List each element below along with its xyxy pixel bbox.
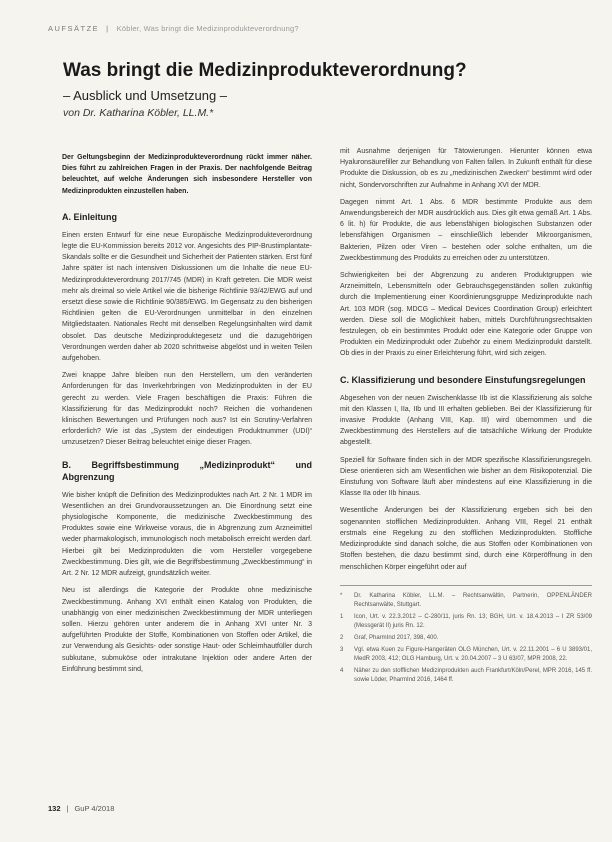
footnote-text: Näher zu den stofflichen Medizinprodukten auch Frankfurt/Köln/Perel, MPR 2016, 145 ff. sowie Löder, PharmInd 2016, 1464 ff. xyxy=(354,667,592,683)
footnote xyxy=(340,592,592,610)
journal-issue: GuP 4/2018 xyxy=(74,804,115,813)
left-column xyxy=(62,152,312,681)
footnote xyxy=(340,646,592,664)
footnote-text: Vgl. etwa Kuen zu Figure-Hangeräten OLG München, Urt. v. 22.11.2001 – 6 U 3893/01, MedR 2003, 412; OLG Hamburg, Urt. v. 20.04.2007 – 3 U 63/07, MPR 2008, 22. xyxy=(354,646,592,662)
running-head xyxy=(48,24,568,33)
page-number: 132 xyxy=(48,804,61,813)
footnote-number: 1 xyxy=(340,613,344,620)
article-subtitle: – Ausblick und Umsetzung – xyxy=(63,88,228,103)
page-footer xyxy=(48,804,248,813)
running-head-section: AUFSÄTZE xyxy=(48,24,100,33)
paragraph-5: mit Ausnahme derjenigen für Tätowierungen. Hierunter können etwa Hyaluronsäurefiller zur Behandlung von Falten fallen. In Zukunft enthält für diese Produkte die Diskussion, ob es zu „medizinischen Zwecken“ bestimmt wird oder nicht, Sondervorschriften zur Aufnahme in Anhang XVI der MDR. xyxy=(340,148,592,189)
footnotes xyxy=(340,585,592,685)
footnote xyxy=(340,634,592,643)
footer-separator: | xyxy=(66,804,69,813)
paragraph-10: Wesentliche Änderungen bei der Klassifizierung ergeben sich bei den sogenannten stofflichen Medizinprodukten. Anhang VIII, Regel 21 enthält erstmals eine Regelung zu den stofflichen Medizinprodukten. Stoffliche Medizinprodukte sind danach solche, die aus Stoffen oder Kombinationen von Stoffen bestehen, die dazu bestimmt sind, durch eine Körperöffnung in den menschlichen Körper eingeführt oder auf xyxy=(340,507,592,571)
paragraph-3: Wie bisher knüpft die Definition des Medizinproduktes nach Art. 2 Nr. 1 MDR im Wesentlichen an drei Grundvoraussetzungen an. Die Einordnung setzt eine physiologische Komponente, die medizinische Zweckbestimmung des Produktes sowie eine Wirkweise voraus, die in Abgrenzung zum Arzneimittel weder pharmakologisch, immunologisch noch metabolisch erreicht werden darf. Hierbei gilt bei Medizinprodukten die vom Hersteller vorgegebene Zweckbestimmung. Dies gilt, wie die Begriffsbestimmung „Zweckbestimmung“ in Art. 2 Nr. 12 MDR aufzeigt, grundsätzlich weiter. xyxy=(62,491,312,578)
heading-a: A. Einleitung xyxy=(62,211,117,222)
paragraph-2: Zwei knappe Jahre bleiben nun den Herstellern, um den veränderten Anforderungen für das Inverkehrbringen von Medizinprodukten in der EU gerecht zu werden. Viele Fragen beschäftigen die Praxis: Führen die Klassifizierung für das Medizinprodukt noch? Reichen die vorhandenen klinischen Bewertungen und Prüfungen noch aus? Ist ein Scrutiny-Verfahren erforderlich? Wie ist das „System der eindeutigen Produktnummer (UDI)“ umzusetzen? Dieser Beitrag beleuchtet einige dieser Fragen. xyxy=(62,372,312,447)
abstract: Der Geltungsbeginn der Medizinprodukteverordnung rückt immer näher. Dies führt zu zahlreichen Fragen in der Praxis. Der nachfolgende Beitrag beleuchtet, auf welche Änderungen sich insbesondere Hersteller von Medizinprodukten einzustellen haben. xyxy=(62,154,312,195)
paragraph-6: Dagegen nimmt Art. 1 Abs. 6 MDR bestimmte Produkte aus dem Anwendungsbereich der MDR ausdrücklich aus. Dies gilt etwa gemäß Art. 1 Abs. 6 lit. h) für Produkte, die aus lebensfähigen biologischen Substanzen oder lebensfähigen Organismen – einschließlich lebender Mikroorganismen, Bakterien, Pilzen oder Viren – bestehen oder solche enthalten, um die Zweckbestimmung des Produkts zu erreichen oder zu unterstützen. xyxy=(340,198,592,262)
footnote xyxy=(340,613,592,631)
footnote-number: 2 xyxy=(340,634,344,641)
heading-b: B. Begriffsbestimmung „Medizinprodukt“ und Abgrenzung xyxy=(62,459,312,482)
footnote-text: Icon, Urt. v. 22.3.2012 – C-280/11, juris Rn. 13; BGH, Urt. v. 18.4.2013 – I ZR 53/09 (Messgerät II) juris Rn. 12. xyxy=(354,613,592,629)
paragraph-1: Einen ersten Entwurf für eine neue Europäische Medizinprodukteverordnung legte die EU-Kommission bereits 2012 vor. Angesichts des PIP-Brustimplantate-Skandals sollte er die Gesundheit und Sicherheit der Patienten stärken. Erst fünf Jahre später ist nach intensiven Diskussionen um die Inhalte die neue EU-Medizinprodukteverordnung 2017/745 (MDR) in Kraft getreten. Die MDR weist mehr als dreimal so viele Artikel wie die bisherige Richtlinie 93/42/EWG auf und ersetzt diese sowie die Richtlinie 90/385/EWG. Im Gegensatz zu den bisherigen Richtlinien gelten die EU-Verordnungen unmittelbar in den einzelnen Mitgliedstaaten. Nationales Recht mit denselben Regelungsinhalten wird damit obsolet. Das deutsche Medizinproduktegesetz und die dazugehörigen Verordnungen werden daher ab 2020 schrittweise abgelöst und in weiten Teilen aufgehoben. xyxy=(62,231,312,363)
footnote-number: 3 xyxy=(340,646,344,653)
footnote-number: 4 xyxy=(340,667,344,674)
footnote xyxy=(340,667,592,685)
running-head-separator: | xyxy=(106,24,110,33)
right-column xyxy=(340,146,592,688)
article-title: Was bringt die Medizinprodukteverordnung? xyxy=(63,60,467,81)
paragraph-8: Abgesehen von der neuen Zwischenklasse IIb ist die Klassifizierung als solche mit den Klassen I, IIa, IIb und III erhalten geblieben. Bei der Klassifizierung für invasive Produkte (Anhang VIII, Kap. III) wird übernommen und die Zweckbestimmung des Herstellers auf die tatsächliche Wirkung der Produkte abgestellt. xyxy=(340,394,592,447)
heading-c: C. Klassifizierung und besondere Einstufungsregelungen xyxy=(340,374,586,385)
article-author: von Dr. Katharina Köbler, LL.M.* xyxy=(63,107,214,119)
running-head-title: Köbler, Was bringt die Medizinprodukteverordnung? xyxy=(116,24,299,33)
paragraph-4: Neu ist allerdings die Kategorie der Produkte ohne medizinische Zweckbestimmung. Anhang XVI enthält einen Katalog von Produkten, die unabhängig von einer medizinischen Zweckbestimmung der MDR unterliegen sollen. Hierzu gehören unter anderem die in Anhang XVI unter Nr. 3 aufgeführten Produkte der Stoffe, Kombinationen von Stoffen oder Artikel, die zur Verwendung als Gesichts- oder sonstige Haut- oder Schleimhautfüller durch subkutane, submuköse oder intrakutane Injektion oder andere Arten der Einführung bestimmt sind, xyxy=(62,587,312,673)
footnote-number: * xyxy=(340,592,343,599)
paragraph-9: Speziell für Software finden sich in der MDR spezifische Klassifizierungsregeln. Diese orientieren sich am Wesentlichen wie bisher an dem Risikopotenzial. Die Einstufung von Software läuft aber mindestens auf eine Klassifizierung in die Klasse IIa oder IIb hinaus. xyxy=(340,456,592,498)
footnote-text: Dr. Katharina Köbler, LL.M. – Rechtsanwältin, Partnerin, OPPENLÄNDER Rechtsanwälte, Stuttgart. xyxy=(354,592,592,608)
footnote-text: Graf, PharmInd 2017, 398, 400. xyxy=(354,634,439,641)
paragraph-7: Schwierigkeiten bei der Abgrenzung zu anderen Produktgruppen wie Arzneimitteln, Lebensmitteln oder Gebrauchsgegenständen sollen zukünftig durch die Implementierung einer Koordinierungsgruppe Medizinprodukte nach Art. 103 MDR (sog. MDCG – Medical Devices Coordination Group) erleichtert werden. Diese soll die Möglichkeit haben, mittels Durchführungsrechtsakten festzulegen, ob ein bestimmtes Produkt oder eine Kategorie oder Gruppe von Produkten ein Medizinprodukt oder Zubehör zu einem Medizinprodukt darstellt. Ob dies in der Praxis zu einer Erleichterung führt, wird sich zeigen. xyxy=(340,272,592,358)
